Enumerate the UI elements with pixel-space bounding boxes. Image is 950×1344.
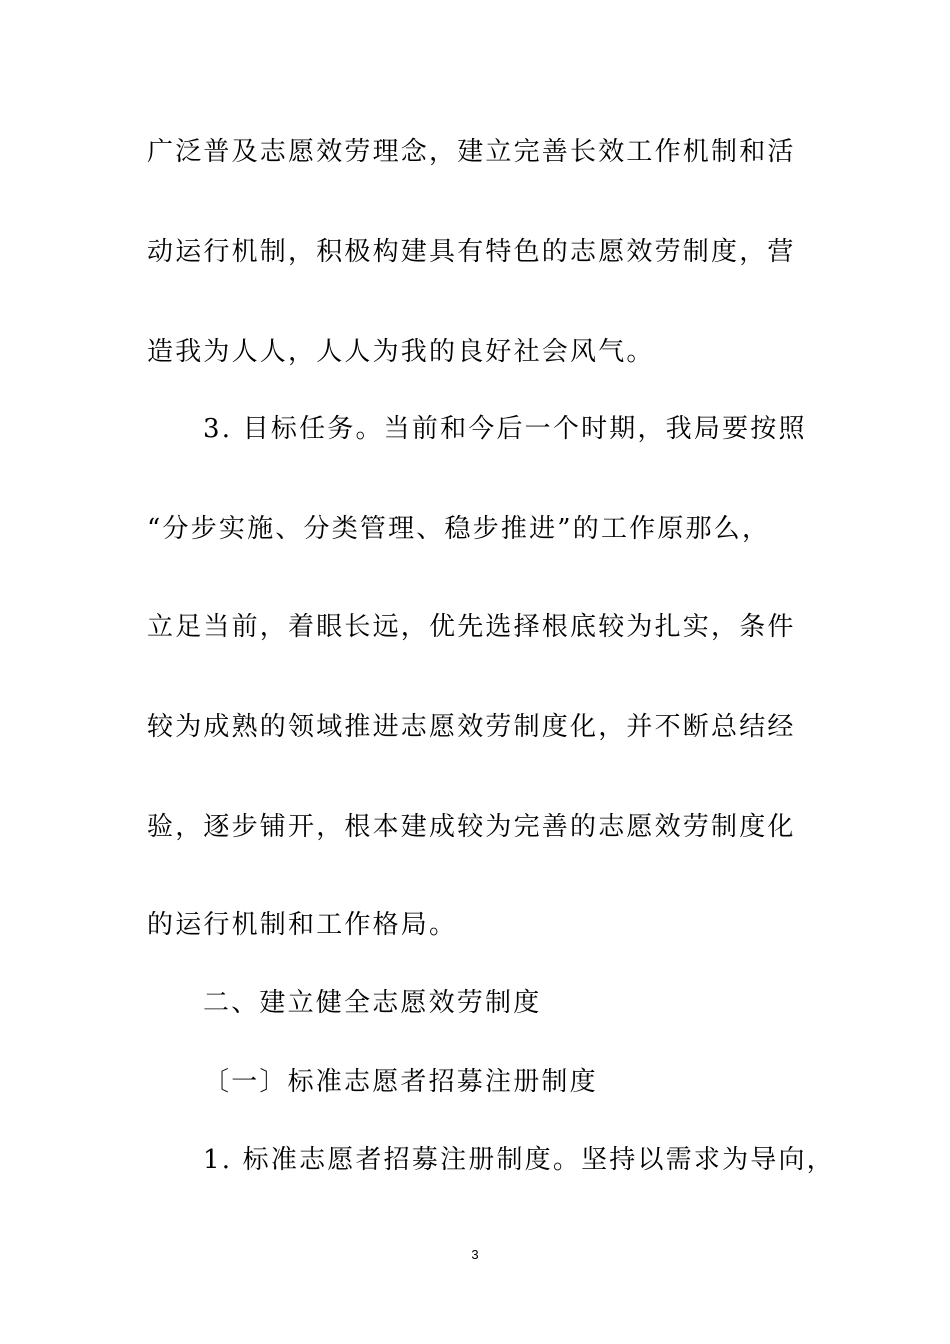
- paragraph-line-3: 造我为人人，人人为我的良好社会风气。: [147, 337, 655, 367]
- paragraph-line-6: 立足当前，着眼长远，优先选择根底较为扎实，条件: [147, 612, 796, 642]
- paragraph-line-2: 动运行机制，积极构建具有特色的志愿效劳制度，营: [147, 237, 796, 267]
- paragraph-line-4: 3. 目标任务。当前和今后一个时期，我局要按照: [203, 414, 807, 444]
- section-heading: 二、建立健全志愿效劳制度: [203, 988, 542, 1018]
- paragraph-line-7: 较为成熟的领域推进志愿效劳制度化，并不断总结经: [147, 712, 796, 742]
- paragraph-line-9: 的运行机制和工作格局。: [147, 910, 458, 940]
- paragraph-line-8: 验，逐步铺开，根本建成较为完善的志愿效劳制度化: [147, 812, 796, 842]
- paragraph-line-1: 广泛普及志愿效劳理念，建立完善长效工作机制和活: [147, 137, 796, 167]
- paragraph-line-5: “分步实施、分类管理、稳步推进”的工作原那么，: [147, 514, 771, 544]
- subsection-heading: 〔一〕标准志愿者招募注册制度: [203, 1067, 598, 1097]
- page-number: 3: [471, 1247, 479, 1262]
- paragraph-line-12: 1. 标准志愿者招募注册制度。坚持以需求为导向，: [203, 1145, 835, 1175]
